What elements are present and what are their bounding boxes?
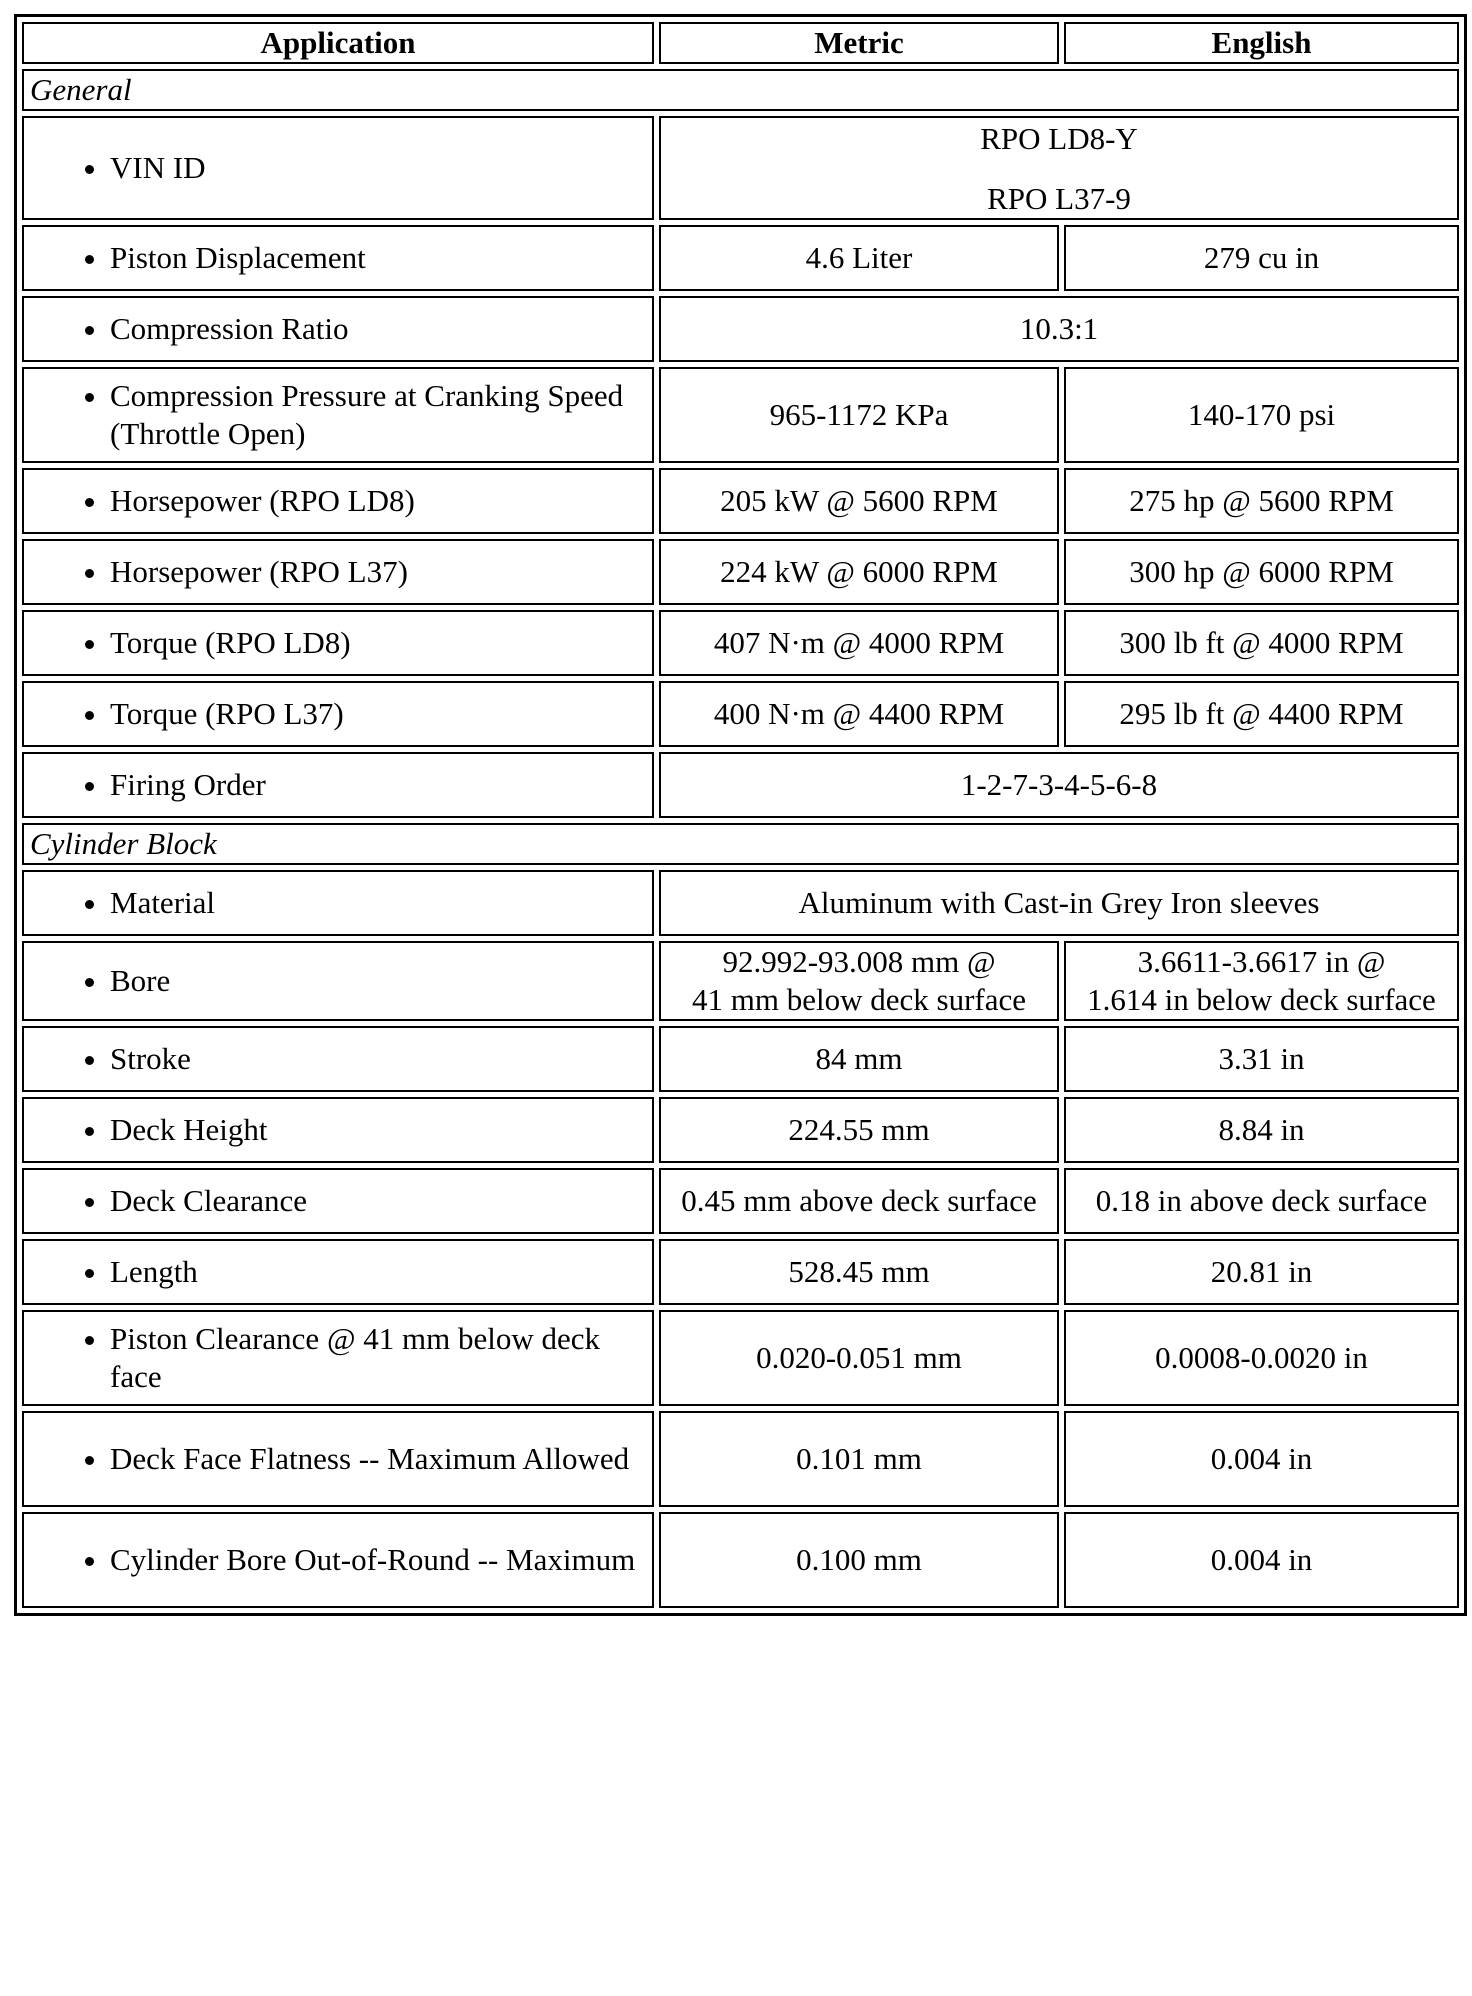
application-label: • Horsepower (RPO LD8) xyxy=(110,482,646,520)
table-row xyxy=(22,941,1459,1021)
english-value: 20.81 in xyxy=(1064,1239,1459,1305)
table-row xyxy=(22,1097,1459,1163)
table-row xyxy=(22,1310,1459,1406)
combined-value: 1-2-7-3-4-5-6-8 xyxy=(659,752,1459,818)
application-label: • Compression Ratio xyxy=(110,310,646,348)
table-row xyxy=(22,296,1459,362)
application-label: • Torque (RPO L37) xyxy=(110,695,646,733)
metric-value: 965-1172 KPa xyxy=(659,367,1059,463)
application-cell xyxy=(22,539,654,605)
application-label: • Bore xyxy=(110,962,646,1000)
table-row xyxy=(22,1026,1459,1092)
section-cylinder-block: Cylinder Block xyxy=(22,823,1459,865)
metric-value-cell xyxy=(659,941,1059,1021)
metric-value: 224 kW @ 6000 RPM xyxy=(659,539,1059,605)
english-value: 0.004 in xyxy=(1064,1411,1459,1507)
combined-value-cell xyxy=(659,116,1459,220)
metric-value: 0.101 mm xyxy=(659,1411,1059,1507)
metric-value: 0.020-0.051 mm xyxy=(659,1310,1059,1406)
english-value-cell xyxy=(1064,941,1459,1021)
application-label: • Horsepower (RPO L37) xyxy=(110,553,646,591)
application-cell xyxy=(22,870,654,936)
application-label: • Cylinder Bore Out-of-Round -- Maximum xyxy=(110,1541,646,1579)
english-value: 3.31 in xyxy=(1064,1026,1459,1092)
application-cell xyxy=(22,1168,654,1234)
application-label: • Piston Displacement xyxy=(110,239,646,277)
combined-value: 10.3:1 xyxy=(659,296,1459,362)
english-value-line: 3.6611-3.6617 in @ xyxy=(1137,944,1386,979)
table-row xyxy=(22,468,1459,534)
metric-value: 400 N·m @ 4400 RPM xyxy=(659,681,1059,747)
metric-value: 4.6 Liter xyxy=(659,225,1059,291)
english-value: 300 hp @ 6000 RPM xyxy=(1064,539,1459,605)
metric-value: 84 mm xyxy=(659,1026,1059,1092)
section-general: General xyxy=(22,69,1459,111)
application-label: • Material xyxy=(110,884,646,922)
section-row xyxy=(22,823,1459,865)
english-value: 275 hp @ 5600 RPM xyxy=(1064,468,1459,534)
table-row xyxy=(22,1512,1459,1608)
combined-value-line: RPO LD8-Y xyxy=(980,121,1138,156)
combined-value: Aluminum with Cast-in Grey Iron sleeves xyxy=(659,870,1459,936)
application-cell xyxy=(22,225,654,291)
application-label: • VIN ID xyxy=(110,149,646,187)
application-cell xyxy=(22,367,654,463)
english-value: 0.18 in above deck surface xyxy=(1064,1168,1459,1234)
application-cell xyxy=(22,296,654,362)
application-label: • Deck Face Flatness -- Maximum Allowed xyxy=(110,1440,646,1478)
application-label: • Piston Clearance @ 41 mm below deck face xyxy=(110,1320,646,1396)
application-label: • Compression Pressure at Cranking Speed (Throttle Open) xyxy=(110,377,646,453)
table-row xyxy=(22,610,1459,676)
application-cell xyxy=(22,116,654,220)
engine-spec-table xyxy=(14,14,1467,1616)
application-cell xyxy=(22,1411,654,1507)
english-value: 8.84 in xyxy=(1064,1097,1459,1163)
application-cell xyxy=(22,1310,654,1406)
english-value: 279 cu in xyxy=(1064,225,1459,291)
metric-value: 0.100 mm xyxy=(659,1512,1059,1608)
table-row xyxy=(22,116,1459,220)
header-row xyxy=(22,22,1459,64)
application-label: • Deck Clearance xyxy=(110,1182,646,1220)
table-row xyxy=(22,1168,1459,1234)
application-cell xyxy=(22,610,654,676)
english-value: 140-170 psi xyxy=(1064,367,1459,463)
application-cell xyxy=(22,752,654,818)
table-row xyxy=(22,681,1459,747)
header-metric: Metric xyxy=(659,22,1059,64)
header-application: Application xyxy=(22,22,654,64)
application-cell xyxy=(22,681,654,747)
application-label: • Torque (RPO LD8) xyxy=(110,624,646,662)
metric-value: 0.45 mm above deck surface xyxy=(659,1168,1059,1234)
section-row xyxy=(22,69,1459,111)
header-english: English xyxy=(1064,22,1459,64)
application-cell xyxy=(22,1097,654,1163)
english-value-line: 1.614 in below deck surface xyxy=(1087,982,1436,1017)
english-value: 0.004 in xyxy=(1064,1512,1459,1608)
application-label: • Length xyxy=(110,1253,646,1291)
table-row xyxy=(22,225,1459,291)
application-label: • Deck Height xyxy=(110,1111,646,1149)
metric-value: 205 kW @ 5600 RPM xyxy=(659,468,1059,534)
english-value: 295 lb ft @ 4400 RPM xyxy=(1064,681,1459,747)
metric-value: 407 N·m @ 4000 RPM xyxy=(659,610,1059,676)
table-row xyxy=(22,539,1459,605)
table-row xyxy=(22,1239,1459,1305)
metric-value-line: 92.992-93.008 mm @ xyxy=(722,944,996,979)
metric-value: 224.55 mm xyxy=(659,1097,1059,1163)
application-label: • Firing Order xyxy=(110,766,646,804)
table-row xyxy=(22,752,1459,818)
combined-value-line: RPO L37-9 xyxy=(987,181,1131,216)
application-label: • Stroke xyxy=(110,1040,646,1078)
table-row xyxy=(22,1411,1459,1507)
english-value: 300 lb ft @ 4000 RPM xyxy=(1064,610,1459,676)
english-value: 0.0008-0.0020 in xyxy=(1064,1310,1459,1406)
application-cell xyxy=(22,1239,654,1305)
metric-value-line: 41 mm below deck surface xyxy=(692,982,1026,1017)
application-cell xyxy=(22,941,654,1021)
application-cell xyxy=(22,468,654,534)
application-cell xyxy=(22,1512,654,1608)
table-row xyxy=(22,870,1459,936)
metric-value: 528.45 mm xyxy=(659,1239,1059,1305)
table-row xyxy=(22,367,1459,463)
application-cell xyxy=(22,1026,654,1092)
